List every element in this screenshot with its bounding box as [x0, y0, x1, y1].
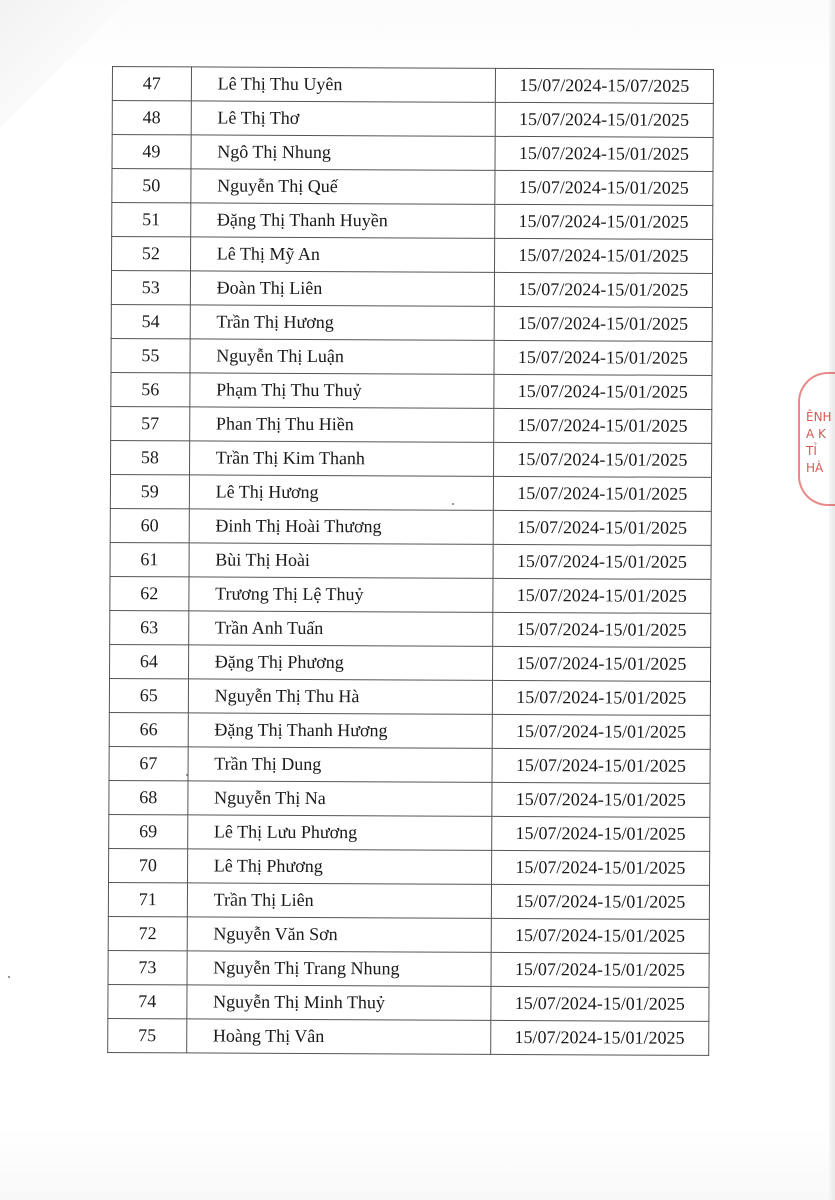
- table-row: [112, 135, 713, 172]
- row-number-cell: 72: [108, 916, 187, 950]
- staff-roster-table: [107, 66, 714, 1056]
- stamp-text-line: ÊNH: [806, 410, 832, 424]
- table-row: [111, 372, 712, 409]
- full-name-cell: Trần Thị Dung: [188, 747, 492, 782]
- stamp-text-line: A K: [806, 427, 826, 441]
- stamp-text-line: HÀ: [806, 461, 824, 475]
- table-row: [109, 814, 710, 851]
- full-name-cell: Trương Thị Lệ Thuỷ: [189, 577, 493, 612]
- date-range-cell: 15/07/2024-15/01/2025: [490, 986, 709, 1021]
- date-range-cell: 15/07/2024-15/01/2025: [491, 850, 710, 885]
- row-number-cell: 63: [110, 610, 189, 644]
- date-range-cell: 15/07/2024-15/01/2025: [495, 102, 714, 137]
- table-row: [111, 304, 712, 341]
- scan-speck: [8, 976, 10, 978]
- table-row: [109, 780, 710, 817]
- date-range-cell: 15/07/2024-15/01/2025: [494, 306, 713, 341]
- table-row: [109, 678, 710, 715]
- row-number-cell: 70: [109, 848, 188, 882]
- table-row: [108, 882, 709, 919]
- row-number-cell: 74: [108, 984, 187, 1018]
- table-row: [111, 440, 712, 477]
- row-number-cell: 62: [110, 576, 189, 610]
- date-range-cell: 15/07/2024-15/07/2025: [495, 68, 714, 103]
- full-name-cell: Đoàn Thị Liên: [190, 271, 494, 306]
- row-number-cell: 73: [108, 950, 187, 984]
- full-name-cell: Lê Thị Mỹ An: [190, 237, 494, 272]
- date-range-cell: 15/07/2024-15/01/2025: [491, 816, 710, 851]
- full-name-cell: Hoàng Thị Vân: [186, 1019, 490, 1054]
- date-range-cell: 15/07/2024-15/01/2025: [493, 442, 712, 477]
- table-row: [112, 237, 713, 274]
- row-number-cell: 50: [112, 169, 191, 203]
- full-name-cell: Đặng Thị Thanh Huyền: [190, 203, 494, 238]
- full-name-cell: Nguyễn Thị Na: [188, 781, 492, 816]
- page-edge-shadow: [829, 0, 835, 1200]
- table-row: [112, 67, 713, 104]
- table-row: [110, 508, 711, 545]
- full-name-cell: Nguyễn Thị Quế: [191, 169, 495, 204]
- date-range-cell: 15/07/2024-15/01/2025: [492, 680, 711, 715]
- table-row: [111, 271, 712, 308]
- full-name-cell: Đặng Thị Phương: [188, 645, 492, 680]
- table-row: [109, 712, 710, 749]
- table-row: [110, 542, 711, 579]
- scan-speck: [452, 503, 454, 505]
- table-row: [108, 916, 709, 953]
- date-range-cell: 15/07/2024-15/01/2025: [494, 204, 713, 239]
- full-name-cell: Đặng Thị Thanh Hương: [188, 713, 492, 748]
- date-range-cell: 15/07/2024-15/01/2025: [491, 782, 710, 817]
- scan-speck: [186, 774, 188, 776]
- date-range-cell: 15/07/2024-15/01/2025: [492, 714, 711, 749]
- date-range-cell: 15/07/2024-15/01/2025: [492, 578, 711, 613]
- row-number-cell: 69: [109, 814, 188, 848]
- table-row: [110, 474, 711, 511]
- full-name-cell: Đinh Thị Hoài Thương: [189, 509, 493, 544]
- date-range-cell: 15/07/2024-15/01/2025: [494, 170, 713, 205]
- date-range-cell: 15/07/2024-15/01/2025: [490, 1020, 709, 1055]
- row-number-cell: 75: [108, 1018, 187, 1052]
- row-number-cell: 66: [109, 712, 188, 746]
- row-number-cell: 59: [110, 474, 189, 508]
- table-row: [110, 576, 711, 613]
- row-number-cell: 67: [109, 746, 188, 780]
- full-name-cell: Trần Thị Kim Thanh: [189, 441, 493, 476]
- full-name-cell: Lê Thị Hương: [189, 475, 493, 510]
- date-range-cell: 15/07/2024-15/01/2025: [493, 374, 712, 409]
- row-number-cell: 47: [112, 67, 191, 101]
- table-row: [112, 203, 713, 240]
- table-row: [112, 169, 713, 206]
- full-name-cell: Nguyễn Thị Thu Hà: [188, 679, 492, 714]
- table-row: [111, 406, 712, 443]
- table-row: [108, 950, 709, 987]
- date-range-cell: 15/07/2024-15/01/2025: [493, 408, 712, 443]
- row-number-cell: 56: [111, 372, 190, 406]
- table-row: [110, 644, 711, 681]
- date-range-cell: 15/07/2024-15/01/2025: [494, 238, 713, 273]
- row-number-cell: 54: [111, 304, 190, 338]
- row-number-cell: 71: [108, 882, 187, 916]
- full-name-cell: Bùi Thị Hoài: [189, 543, 493, 578]
- date-range-cell: 15/07/2024-15/01/2025: [494, 340, 713, 375]
- row-number-cell: 58: [111, 440, 190, 474]
- row-number-cell: 49: [112, 135, 191, 169]
- full-name-cell: Phạm Thị Thu Thuỷ: [190, 373, 494, 408]
- date-range-cell: 15/07/2024-15/01/2025: [491, 918, 710, 953]
- table-row: [112, 101, 713, 138]
- row-number-cell: 51: [112, 203, 191, 237]
- date-range-cell: 15/07/2024-15/01/2025: [491, 952, 710, 987]
- full-name-cell: Lê Thị Thu Uyên: [191, 67, 495, 102]
- full-name-cell: Trần Thị Liên: [187, 883, 491, 918]
- table-row: [108, 984, 709, 1021]
- date-range-cell: 15/07/2024-15/01/2025: [495, 136, 714, 171]
- table-row: [111, 338, 712, 375]
- row-number-cell: 55: [111, 338, 190, 372]
- row-number-cell: 48: [112, 101, 191, 135]
- full-name-cell: Phan Thị Thu Hiền: [189, 407, 493, 442]
- row-number-cell: 57: [111, 406, 190, 440]
- roster-body: [108, 67, 714, 1056]
- row-number-cell: 60: [110, 508, 189, 542]
- full-name-cell: Nguyễn Văn Sơn: [187, 917, 491, 952]
- full-name-cell: Trần Thị Hương: [190, 305, 494, 340]
- row-number-cell: 65: [109, 678, 188, 712]
- date-range-cell: 15/07/2024-15/01/2025: [494, 272, 713, 307]
- row-number-cell: 52: [112, 237, 191, 271]
- date-range-cell: 15/07/2024-15/01/2025: [493, 476, 712, 511]
- full-name-cell: Lê Thị Lưu Phương: [187, 815, 491, 850]
- row-number-cell: 64: [110, 644, 189, 678]
- full-name-cell: Lê Thị Phương: [187, 849, 491, 884]
- table-row: [108, 1018, 709, 1055]
- date-range-cell: 15/07/2024-15/01/2025: [492, 612, 711, 647]
- full-name-cell: Nguyễn Thị Minh Thuỷ: [187, 985, 491, 1020]
- date-range-cell: 15/07/2024-15/01/2025: [492, 748, 711, 783]
- full-name-cell: Ngô Thị Nhung: [191, 135, 495, 170]
- table-row: [109, 848, 710, 885]
- stamp-text-line: TỈ: [806, 444, 817, 458]
- table-row: [109, 746, 710, 783]
- date-range-cell: 15/07/2024-15/01/2025: [493, 544, 712, 579]
- table-row: [110, 610, 711, 647]
- row-number-cell: 61: [110, 542, 189, 576]
- row-number-cell: 68: [109, 780, 188, 814]
- date-range-cell: 15/07/2024-15/01/2025: [493, 510, 712, 545]
- full-name-cell: Lê Thị Thơ: [191, 101, 495, 136]
- date-range-cell: 15/07/2024-15/01/2025: [491, 884, 710, 919]
- full-name-cell: Trần Anh Tuấn: [188, 611, 492, 646]
- full-name-cell: Nguyễn Thị Trang Nhung: [187, 951, 491, 986]
- row-number-cell: 53: [111, 271, 190, 305]
- date-range-cell: 15/07/2024-15/01/2025: [492, 646, 711, 681]
- full-name-cell: Nguyễn Thị Luận: [190, 339, 494, 374]
